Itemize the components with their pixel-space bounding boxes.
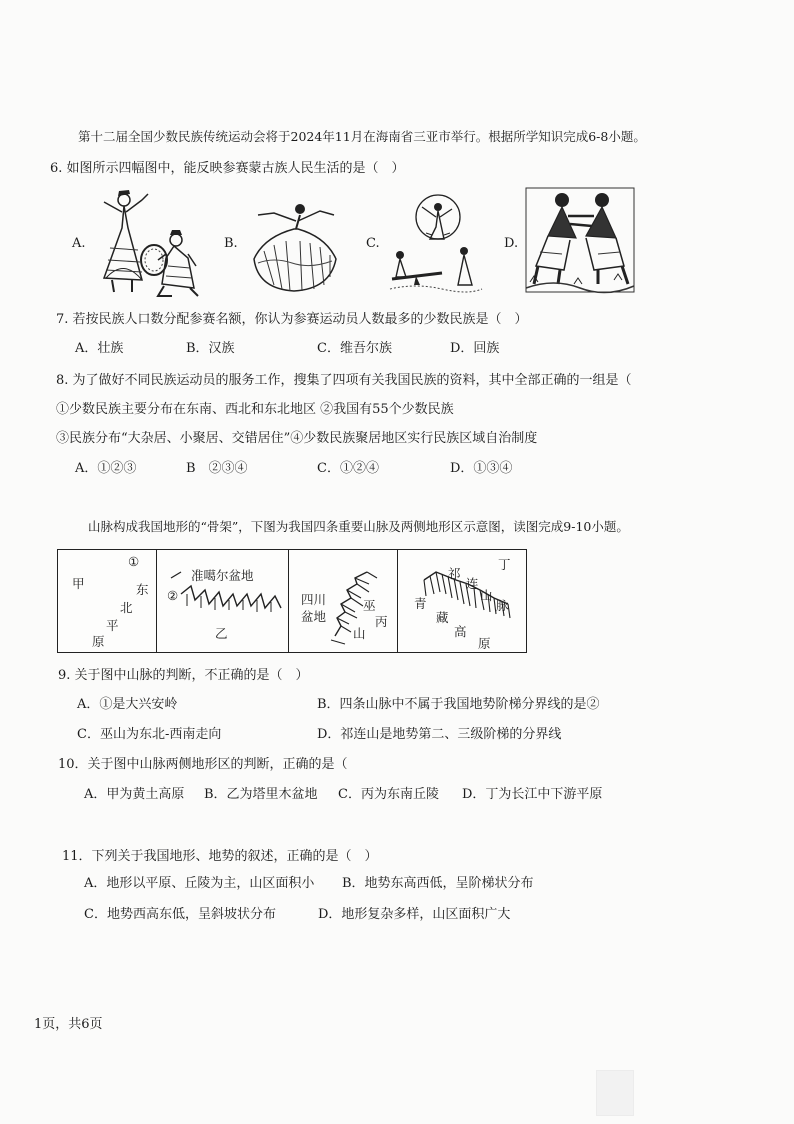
q11-option-a: A．地形以平原、丘陵为主，山区面积小 (84, 876, 315, 891)
map-label-yi: 乙 (215, 626, 228, 641)
question-10-stem: 10．关于图中山脉两侧地形区的判断，正确的是（ (58, 757, 348, 772)
map-label-ping: 平 (106, 618, 119, 633)
q6-image-a-uyghur-dance (92, 188, 207, 300)
map-panel-tianshan (156, 549, 289, 653)
q7-option-b: B．汉族 (186, 341, 235, 356)
q7-option-c: C．维吾尔族 (317, 341, 392, 356)
map-panel-northeast (57, 549, 157, 653)
intro-passage-1: 第十二届全国少数民族传统运动会将于2024年11月在海南省三亚市举行。根据所学知识完成6-8小题。 (78, 129, 646, 144)
map-label-plateau-yuan: 原 (478, 636, 491, 651)
question-8-stem: 8. 为了做好不同民族运动员的服务工作，搜集了四项有关我国民族的资料，其中全部正确的一组是（ (56, 373, 632, 388)
map-label-mai: 脉 (496, 598, 509, 613)
map-label-sichuan: 四川 (301, 592, 327, 607)
q7-option-a: A．壮族 (75, 341, 124, 356)
question-6-stem: 6. 如图所示四幅图中，能反映参赛蒙古族人民生活的是（ ） (50, 161, 405, 176)
q6-image-d-wrestling (524, 186, 636, 294)
q10-option-b: B．乙为塔里木盆地 (204, 787, 318, 802)
map-label-yuan: 原 (92, 634, 105, 649)
map-label-qilian-shan: 山 (480, 588, 493, 603)
q6-option-d-label: D. (504, 236, 519, 251)
q8-facts-1-2: ①少数民族主要分布在东南、西北和东北地区 ②我国有55个少数民族 (56, 402, 454, 417)
question-9-stem: 9. 关于图中山脉的判断，不正确的是（ ） (58, 668, 309, 683)
question-7-stem: 7. 若按民族人口数分配参赛名额，你认为参赛运动员人数最多的少数民族是（ ） (56, 312, 528, 327)
map-label-gao: 高 (454, 624, 467, 639)
q10-option-d: D．丁为长江中下游平原 (462, 787, 603, 802)
map-label-qing: 青 (414, 596, 427, 611)
q6-option-b-label: B. (224, 236, 238, 251)
q9-option-c: C．巫山为东北-西南走向 (77, 727, 222, 742)
question-11-stem: 11．下列关于我国地形、地势的叙述，正确的是（ ） (62, 849, 378, 864)
q6-option-a-label: A. (72, 236, 86, 251)
page-number: 1页，共6页 (34, 1017, 103, 1032)
map-label-lian: 连 (466, 576, 479, 591)
q8-option-d: D．①③④ (450, 461, 513, 476)
q10-option-a: A．甲为黄土高原 (84, 787, 185, 802)
q6-option-c-label: C. (366, 236, 380, 251)
map-label-basin: 盆地 (301, 609, 327, 624)
map-label-wu: 巫 (363, 598, 376, 613)
q8-option-c: C．①②④ (317, 461, 379, 476)
map-label-num-2: ② (167, 588, 179, 603)
intro-passage-2: 山脉构成我国地形的“骨架”，下图为我国四条重要山脉及两侧地形区示意图，读图完成9-10小题。 (88, 519, 629, 534)
q11-option-c: C．地势西高东低，呈斜坡状分布 (84, 907, 276, 922)
map-label-junggar-basin: 准噶尔盆地 (191, 568, 254, 583)
q6-image-b-skirt-dancer (244, 193, 344, 293)
map-label-bing: 丙 (375, 614, 388, 629)
q11-option-b: B．地势东高西低，呈阶梯状分布 (342, 876, 534, 891)
map-label-dong: 东 (136, 582, 149, 597)
map-panel-wushan (288, 549, 398, 653)
map-label-zang: 藏 (436, 610, 449, 625)
map-label-qi: 祁 (448, 566, 461, 581)
q9-option-d: D．祁连山是地势第二、三级阶梯的分界线 (317, 727, 562, 742)
q10-option-c: C．丙为东南丘陵 (338, 787, 439, 802)
q11-option-d: D．地形复杂多样，山区面积广大 (318, 907, 511, 922)
map-label-num-1: ① (128, 554, 140, 569)
map-label-ding: 丁 (498, 557, 511, 572)
q6-image-c-swing-scene (386, 193, 486, 293)
scan-artifact (596, 1070, 634, 1116)
q8-option-a: A．①②③ (75, 461, 137, 476)
q9-option-a: A．①是大兴安岭 (77, 697, 178, 712)
map-label-jia: 甲 (72, 576, 85, 591)
q8-facts-3-4: ③民族分布“大杂居、小聚居、交错居住”④少数民族聚居地区实行民族区域自治制度 (56, 431, 538, 446)
map-label-wushan-shan: 山 (353, 626, 366, 641)
map-panel-qilian (397, 549, 527, 653)
map-label-bei: 北 (120, 600, 133, 615)
q8-option-b: B ②③④ (186, 461, 248, 476)
q9-option-b: B．四条山脉中不属于我国地势阶梯分界线的是② (317, 697, 600, 712)
q7-option-d: D．回族 (450, 341, 500, 356)
